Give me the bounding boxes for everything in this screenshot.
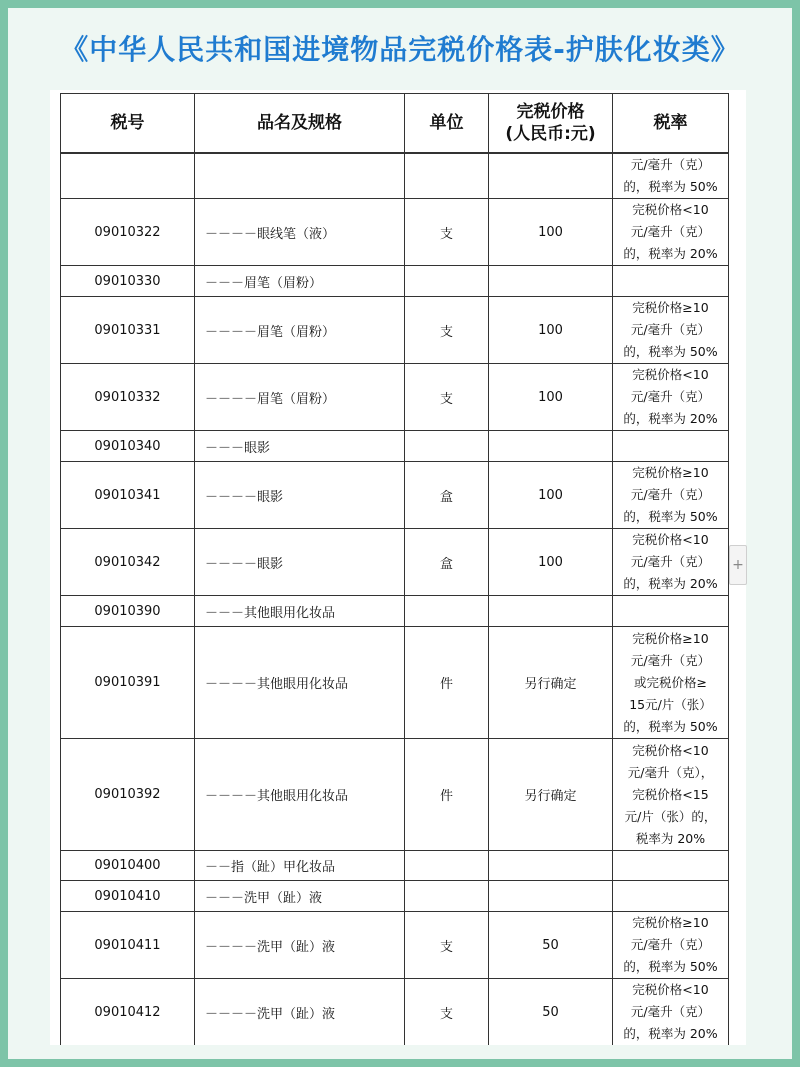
rate-cell[interactable]: 完税价格<10 元/毫升（克） 的，税率为 20%	[613, 529, 729, 596]
rate-cell[interactable]	[613, 881, 729, 912]
unit-cell[interactable]: 盒	[405, 462, 489, 529]
table-row	[61, 297, 729, 364]
item-name-cell[interactable]: －－－－眼影	[195, 462, 405, 529]
item-name-cell[interactable]: －－－－眉笔（眉粉）	[195, 364, 405, 431]
table-row	[61, 739, 729, 851]
table-row	[61, 851, 729, 881]
unit-cell[interactable]	[405, 153, 489, 199]
price-cell[interactable]	[489, 881, 613, 912]
tax-code-cell[interactable]: 09010391	[61, 627, 195, 739]
tax-code-cell[interactable]	[61, 153, 195, 199]
tax-code-cell[interactable]: 09010390	[61, 596, 195, 627]
tax-code-cell[interactable]: 09010341	[61, 462, 195, 529]
item-name-cell[interactable]: －－－眼影	[195, 431, 405, 462]
unit-cell[interactable]: 支	[405, 979, 489, 1046]
header-rate: 税率	[613, 94, 729, 154]
header-unit: 单位	[405, 94, 489, 154]
page-title: 《中华人民共和国进境物品完税价格表-护肤化妆类》	[60, 33, 740, 66]
unit-cell[interactable]	[405, 881, 489, 912]
rate-cell[interactable]: 完税价格<10 元/毫升（克）， 完税价格<15 元/片（张）的， 税率为 20%	[613, 739, 729, 851]
tax-code-cell[interactable]: 09010322	[61, 199, 195, 266]
unit-cell[interactable]: 支	[405, 364, 489, 431]
rate-cell[interactable]: 完税价格≥10 元/毫升（克） 或完税价格≥ 15元/片（张） 的，税率为 50%	[613, 627, 729, 739]
price-cell[interactable]: 100	[489, 199, 613, 266]
tax-code-cell[interactable]: 09010410	[61, 881, 195, 912]
item-name-cell[interactable]: －－－－其他眼用化妆品	[195, 627, 405, 739]
price-cell[interactable]	[489, 431, 613, 462]
price-cell[interactable]	[489, 153, 613, 199]
rate-cell[interactable]: 完税价格<10 元/毫升（克） 的，税率为 20%	[613, 199, 729, 266]
item-name-cell[interactable]: －－－洗甲（趾）液	[195, 881, 405, 912]
item-name-cell[interactable]: －－－－洗甲（趾）液	[195, 912, 405, 979]
table-row	[61, 596, 729, 627]
tax-code-cell[interactable]: 09010400	[61, 851, 195, 881]
rate-cell[interactable]	[613, 851, 729, 881]
header-code: 税号	[61, 94, 195, 154]
table-row	[61, 431, 729, 462]
table-row	[61, 627, 729, 739]
table-row	[61, 364, 729, 431]
price-cell[interactable]: 100	[489, 462, 613, 529]
price-cell[interactable]: 50	[489, 912, 613, 979]
price-cell[interactable]: 100	[489, 297, 613, 364]
unit-cell[interactable]: 件	[405, 627, 489, 739]
table-row	[61, 912, 729, 979]
table-row	[61, 462, 729, 529]
price-cell[interactable]	[489, 851, 613, 881]
price-cell[interactable]: 另行确定	[489, 627, 613, 739]
item-name-cell[interactable]: －－－－眼线笔（液）	[195, 199, 405, 266]
spreadsheet-sheet	[50, 90, 746, 1045]
unit-cell[interactable]	[405, 431, 489, 462]
unit-cell[interactable]: 支	[405, 199, 489, 266]
add-sheet-button[interactable]: +	[729, 545, 747, 585]
item-name-cell[interactable]: －－－－洗甲（趾）液	[195, 979, 405, 1046]
tax-code-cell[interactable]: 09010392	[61, 739, 195, 851]
rate-cell[interactable]: 完税价格≥10 元/毫升（克） 的，税率为 50%	[613, 912, 729, 979]
item-name-cell[interactable]: －－－－眉笔（眉粉）	[195, 297, 405, 364]
header-name: 品名及规格	[195, 94, 405, 154]
price-cell[interactable]: 100	[489, 529, 613, 596]
tax-code-cell[interactable]: 09010412	[61, 979, 195, 1046]
rate-cell[interactable]: 完税价格<10 元/毫升（克） 的，税率为 20%	[613, 364, 729, 431]
unit-cell[interactable]: 支	[405, 912, 489, 979]
unit-cell[interactable]: 支	[405, 297, 489, 364]
tax-code-cell[interactable]: 09010340	[61, 431, 195, 462]
unit-cell[interactable]	[405, 851, 489, 881]
tax-code-cell[interactable]: 09010411	[61, 912, 195, 979]
rate-cell[interactable]: 元/毫升（克） 的，税率为 50%	[613, 153, 729, 199]
header-price	[489, 94, 613, 154]
rate-cell[interactable]: 完税价格<10 元/毫升（克） 的，税率为 20%	[613, 979, 729, 1046]
price-cell[interactable]: 另行确定	[489, 739, 613, 851]
price-cell[interactable]: 100	[489, 364, 613, 431]
rate-cell[interactable]	[613, 596, 729, 627]
item-name-cell[interactable]: －－指（趾）甲化妆品	[195, 851, 405, 881]
rate-cell[interactable]	[613, 431, 729, 462]
header-price-line2: (人民币:元)	[505, 124, 596, 144]
tax-code-cell[interactable]: 09010332	[61, 364, 195, 431]
unit-cell[interactable]: 盒	[405, 529, 489, 596]
tax-code-cell[interactable]: 09010331	[61, 297, 195, 364]
tax-price-table	[60, 93, 729, 1045]
header-price-line1: 完税价格	[516, 102, 585, 122]
item-name-cell[interactable]: －－－眉笔（眉粉）	[195, 266, 405, 297]
table-row	[61, 266, 729, 297]
unit-cell[interactable]	[405, 596, 489, 627]
price-cell[interactable]: 50	[489, 979, 613, 1046]
table-row	[61, 881, 729, 912]
item-name-cell[interactable]: －－－其他眼用化妆品	[195, 596, 405, 627]
price-cell[interactable]	[489, 266, 613, 297]
table-row	[61, 199, 729, 266]
tax-code-cell[interactable]: 09010342	[61, 529, 195, 596]
rate-cell[interactable]	[613, 266, 729, 297]
table-row	[61, 529, 729, 596]
item-name-cell[interactable]: －－－－其他眼用化妆品	[195, 739, 405, 851]
unit-cell[interactable]	[405, 266, 489, 297]
unit-cell[interactable]: 件	[405, 739, 489, 851]
table-header-row	[61, 94, 729, 154]
item-name-cell[interactable]: －－－－眼影	[195, 529, 405, 596]
rate-cell[interactable]: 完税价格≥10 元/毫升（克） 的，税率为 50%	[613, 297, 729, 364]
tax-code-cell[interactable]: 09010330	[61, 266, 195, 297]
table-row	[61, 153, 729, 199]
rate-cell[interactable]: 完税价格≥10 元/毫升（克） 的，税率为 50%	[613, 462, 729, 529]
item-name-cell[interactable]	[195, 153, 405, 199]
table-row	[61, 979, 729, 1046]
price-cell[interactable]	[489, 596, 613, 627]
